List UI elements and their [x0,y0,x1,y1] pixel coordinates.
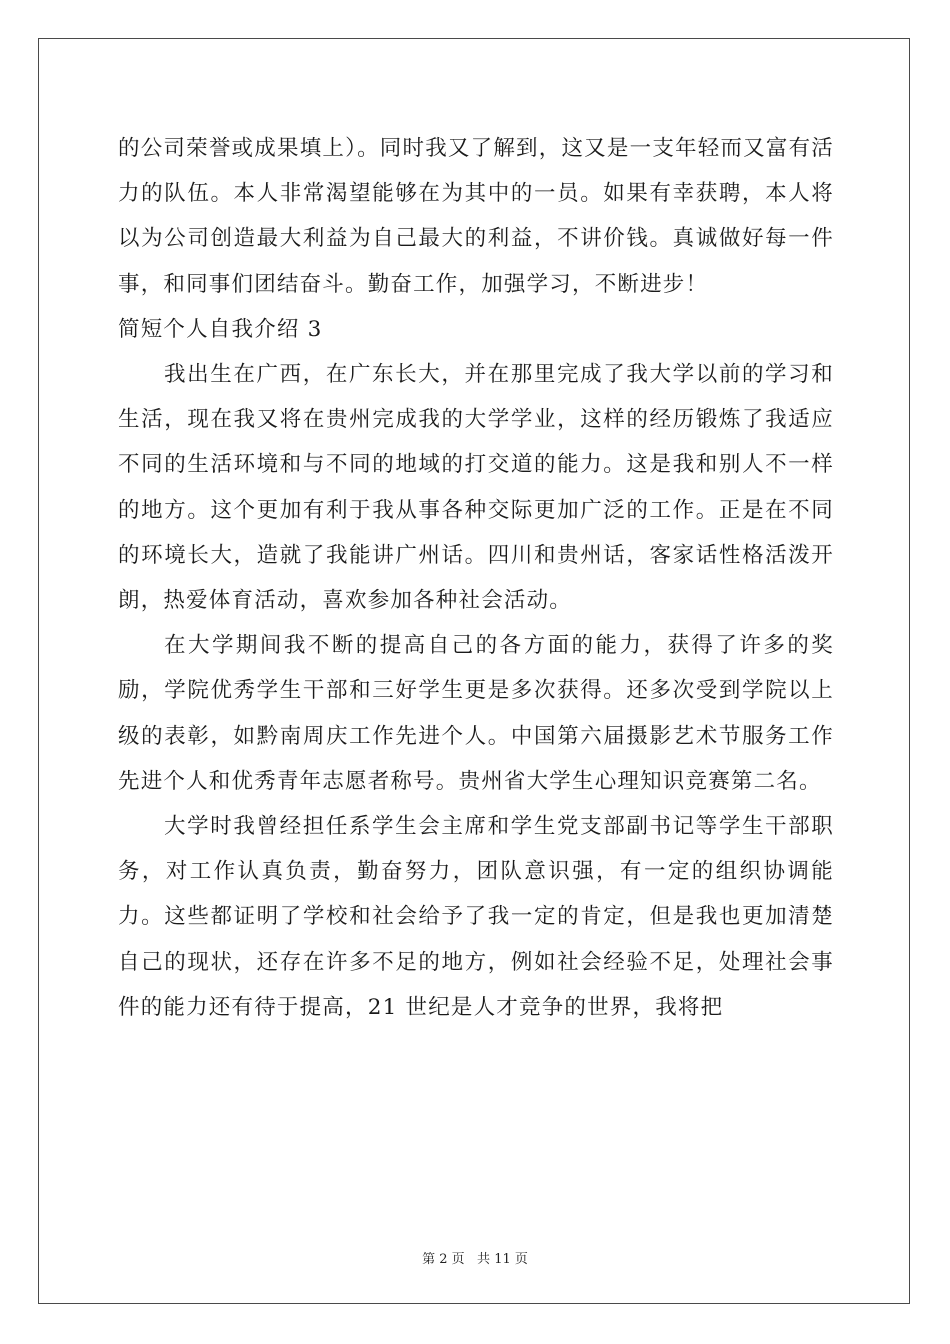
page-number: 第 2 页 共 11 页 [422,1252,528,1267]
paragraph-continued: 的公司荣誉或成果填上）。同时我又了解到，这又是一支年轻而又富有活力的队伍。本人非常渴望能够在为其中的一员。如果有幸获聘，本人将以为公司创造最大利益为自己最大的利益，不讲价钱。真诚做好每一件事，和同事们团结奋斗。勤奋工作，加强学习，不断进步！ [118,136,834,297]
section-heading: 简短个人自我介绍 3 [118,316,323,342]
document-body [118,126,834,1030]
paragraph-birthplace: 我出生在广西，在广东长大，并在那里完成了我大学以前的学习和生活，现在我又将在贵州完成我的大学学业，这样的经历锻炼了我适应不同的生活环境和与不同的地域的打交道的能力。这是我和别人不一样的地方。这个更加有利于我从事各种交际更加广泛的工作。正是在不同的环境长大，造就了我能讲广州话。四川和贵州话，客家话性格活泼开朗，热爱体育活动，喜欢参加各种社会活动。 [118,362,834,614]
paragraph-awards: 在大学期间我不断的提高自己的各方面的能力，获得了许多的奖励，学院优秀学生干部和三好学生更是多次获得。还多次受到学院以上级的表彰，如黔南周庆工作先进个人。中国第六届摄影艺术节服务工作先进个人和优秀青年志愿者称号。贵州省大学生心理知识竞赛第二名。 [118,633,834,794]
page-footer [0,1248,950,1267]
paragraph-positions: 大学时我曾经担任系学生会主席和学生党支部副书记等学生干部职务，对工作认真负责，勤奋努力，团队意识强，有一定的组织协调能力。这些都证明了学校和社会给予了我一定的肯定，但是我也更加清楚自己的现状，还存在许多不足的地方，例如社会经验不足，处理社会事件的能力还有待于提高，21 世纪是人才竞争的世界，我将把 [118,814,834,1020]
